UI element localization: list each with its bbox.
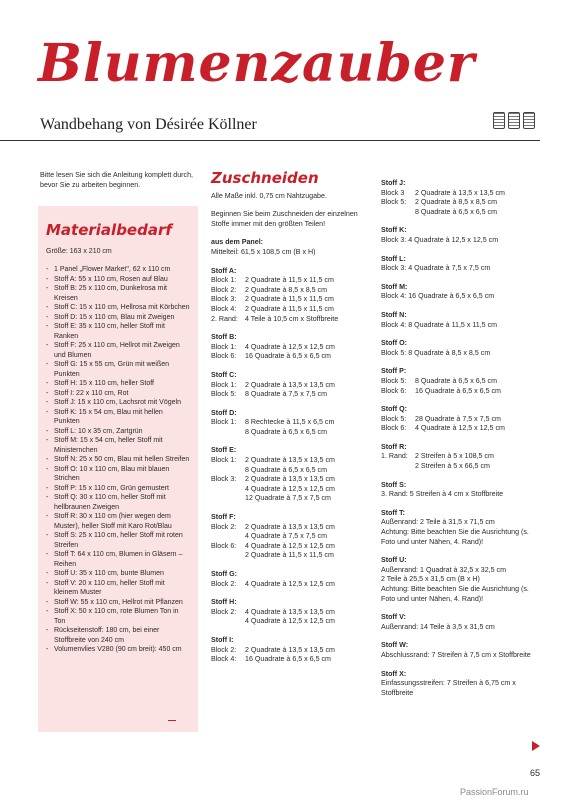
cut-row [211,580,371,590]
fabric-title: Stoff U: [381,556,407,565]
cut-row: Außenrand: 2 Teile à 31,5 x 71,5 cm [381,518,495,527]
cut-value: 2 Quadrate à 13,5 x 13,5 cm [245,380,335,389]
cut-row [211,456,371,466]
fabric-section [211,636,371,665]
cut-row [211,276,371,286]
fabric-section [381,613,541,632]
cut-row [381,424,541,434]
cut-row: Block 3: 4 Quadrate à 12,5 x 12,5 cm [381,235,499,244]
fabric-title: Stoff H: [211,598,237,607]
spools-icon [493,112,535,129]
spool-icon [493,112,505,129]
fabric-title: Stoff I: [211,635,234,644]
fabric-section [211,409,371,438]
cut-row: Abschlussrand: 7 Streifen à 7,5 cm x Stoffbreite [381,650,531,659]
material-item: - Stoff V: 20 x 110 cm, heller Stoff mit kleinem Muster [46,579,190,598]
material-item: - Stoff P: 15 x 110 cm, Grün gemustert [46,484,190,494]
fabric-section [381,179,541,217]
cut-row [381,198,541,208]
cut-value: 2 Quadrate à 13,5 x 13,5 cm [245,645,335,654]
cut-row [211,305,371,315]
fabric-title: Stoff D: [211,408,237,417]
cut-row: 3. Rand: 5 Streifen à 4 cm x Stoffbreite [381,490,504,499]
material-item: - Stoff Q: 30 x 110 cm, heller Stoff mit hellbraunen Zweigen [46,493,190,512]
fabric-title: Stoff X: [381,669,407,678]
materials-box [38,206,198,732]
cut-value: 2 Streifen à 5 x 108,5 cm [415,452,494,461]
allowance-text: Alle Maße inkl. 0,75 cm Nahtzugabe. [211,191,327,200]
cut-row: Block 3: 4 Quadrate à 7,5 x 7,5 cm [381,264,491,273]
cut-value: 8 Rechtecke à 11,5 x 6,5 cm [245,418,335,427]
cut-label: Block 5: [381,198,407,207]
material-item: - Stoff G: 15 x 55 cm, Grün mit weißen Punkten [46,360,190,379]
cut-row [211,381,371,391]
cut-label: Block 2: [211,607,237,616]
cut-value: 8 Quadrate à 7,5 x 7,5 cm [245,390,328,399]
page-subtitle: Wandbehang von Désirée Köllner [40,116,257,133]
fabric-title: Stoff C: [211,370,237,379]
cut-label: Block 6: [381,424,407,433]
cut-row [211,646,371,656]
cutting-list-a [211,267,371,665]
page-title: Blumenzauber [38,33,476,94]
cut-row [381,415,541,425]
materials-size: Größe: 163 x 210 cm [46,247,112,255]
fabric-title: Stoff T: [381,508,406,517]
cut-label: 2. Rand: [211,314,238,323]
intro-column [40,171,200,190]
fabric-section [381,226,541,245]
cut-row: 4 Quadrate à 12,5 x 12,5 cm [245,617,335,626]
cut-value: 2 Quadrate à 13,5 x 13,5 cm [415,188,505,197]
cut-value: 2 Quadrate à 13,5 x 13,5 cm [245,456,335,465]
material-item: - Stoff U: 35 x 110 cm, bunte Blumen [46,569,190,579]
material-item: - Stoff C: 15 x 110 cm, Hellrosa mit Körbchen [46,303,190,313]
cut-row [211,343,371,353]
fabric-section [381,311,541,330]
fabric-section [211,513,371,561]
cut-value: 2 Quadrate à 11,5 x 11,5 cm [245,295,334,304]
fabric-section [381,670,541,699]
fabric-title: Stoff N: [381,310,407,319]
fabric-section [381,283,541,302]
cut-row: 12 Quadrate à 7,5 x 7,5 cm [245,494,331,503]
cut-label: Block 1: [211,276,237,285]
cut-value: 4 Quadrate à 13,5 x 13,5 cm [245,607,335,616]
panel-title: aus dem Panel: [211,238,264,247]
fabric-section [381,641,541,660]
cut-row [211,523,371,533]
cut-label: 1. Rand: [381,452,408,461]
cut-label: Block 2: [211,645,237,654]
fabric-section [381,339,541,358]
fabric-title: Stoff M: [381,282,408,291]
cut-row: 4 Quadrate à 7,5 x 7,5 cm [245,532,328,541]
material-item: - Stoff T: 64 x 110 cm, Blumen in Gläsern – Reihen [46,550,190,569]
material-item: - Stoff B: 25 x 110 cm, Dunkelrosa mit Kreisen [46,284,190,303]
cut-row [211,352,371,362]
cut-row [211,542,371,552]
fabric-title: Stoff L: [381,254,406,263]
fabric-title: Stoff P: [381,367,407,376]
cut-row [211,655,371,665]
fabric-section [211,570,371,589]
intro-text: Bitte lesen Sie sich die Anleitung komplett durch, bevor Sie zu arbeiten beginnen. [40,171,193,189]
cut-row: Block 4: 16 Quadrate à 6,5 x 6,5 cm [381,292,495,301]
cutting-column-2 [381,170,541,698]
fabric-title: Stoff K: [381,226,407,235]
advice-text: Beginnen Sie beim Zuschneiden der einzelnen Stoffe immer mit den größten Teilen! [211,210,358,228]
material-item: - Stoff M: 15 x 54 cm, heller Stoff mit Ministernchen [46,436,190,455]
cut-row: Außenrand: 14 Teile à 3,5 x 31,5 cm [381,622,495,631]
fabric-title: Stoff R: [381,442,407,451]
material-item: - Rückseitenstoff: 180 cm, bei einer Stoffbreite von 240 cm [46,626,190,645]
cut-row [211,315,371,325]
material-item: - Stoff D: 15 x 110 cm, Blau mit Zweigen [46,313,190,323]
squiggle-icon [168,715,176,721]
cut-value: 16 Quadrate à 6,5 x 6,5 cm [415,386,501,395]
material-item: - Stoff X: 50 x 110 cm, rote Blumen Ton in Ton [46,607,190,626]
cut-value: 2 Quadrate à 8,5 x 8,5 cm [245,285,328,294]
cut-label: Block 3 [381,188,405,197]
cut-value: 2 Quadrate à 8,5 x 8,5 cm [415,198,498,207]
materials-heading: Materialbedarf [46,221,172,239]
fabric-title: Stoff E: [211,446,237,455]
material-item: - Stoff E: 35 x 110 cm, heller Stoff mit Ranken [46,322,190,341]
fabric-section [211,598,371,627]
cut-label: Block 1: [211,456,237,465]
cut-row: Achtung: Bitte beachten Sie die Ausrichtung (s. Foto und unter Nähen, 4. Rand)! [381,528,529,546]
cut-row [211,295,371,305]
cut-value: 4 Teile à 10,5 cm x Stoffbreite [245,314,339,323]
fabric-title: Stoff G: [211,570,238,578]
cut-value: 16 Quadrate à 6,5 x 6,5 cm [245,655,331,664]
material-item: - Stoff W: 55 x 110 cm, Hellrot mit Pflanzen [46,598,190,608]
fabric-title: Stoff F: [211,513,236,522]
cut-row [211,286,371,296]
cut-value: 2 Quadrate à 11,5 x 11,5 cm [245,276,334,285]
header-divider [0,140,540,141]
cut-row: 8 Quadrate à 6,5 x 6,5 cm [245,427,328,436]
material-item: - Stoff L: 10 x 35 cm, Zartgrün [46,427,190,437]
material-item: - Stoff F: 25 x 110 cm, Hellrot mit Zweigen und Blumen [46,341,190,360]
cut-label: Block 1: [211,380,237,389]
material-item: - Stoff O: 10 x 110 cm, Blau mit blauen Strichen [46,465,190,484]
cut-value: 4 Quadrate à 12,5 x 12,5 cm [245,342,335,351]
material-item: - Stoff H: 15 x 110 cm, heller Stoff [46,379,190,389]
cut-row: Achtung: Bitte beachten Sie die Ausrichtung (s. Foto und unter Nähen, 4. Rand)! [381,585,529,603]
fabric-section [381,509,541,547]
cut-row: 2 Teile à 25,5 x 31,5 cm (B x H) [381,575,480,584]
cut-label: Block 5: [211,390,237,399]
material-item: - 1 Panel „Flower Market", 62 x 110 cm [46,265,190,275]
cut-label: Block 1: [211,418,237,427]
material-item: - Stoff R: 30 x 110 cm (hier wegen dem Muster), heller Stoff mit Karo Rot/Blau [46,512,190,531]
cut-label: Block 3: [211,475,237,484]
cut-row: Block 5: 8 Quadrate à 8,5 x 8,5 cm [381,348,491,357]
fabric-section [381,405,541,434]
cutting-heading: Zuschneiden [211,169,319,187]
cutting-column [211,169,371,665]
cut-row: 4 Quadrate à 12,5 x 12,5 cm [245,484,335,493]
fabric-section [381,481,541,500]
cut-label: Block 6: [211,352,237,361]
cut-label: Block 5: [381,414,407,423]
cut-label: Block 4: [211,655,237,664]
fabric-title: Stoff B: [211,333,237,342]
cut-row [211,608,371,618]
fabric-section [381,443,541,472]
cut-row: Außenrand: 1 Quadrat à 32,5 x 32,5 cm [381,565,507,574]
cut-label: Block 6: [381,386,407,395]
next-page-arrow-icon [532,741,540,751]
fabric-title: Stoff V: [381,613,406,622]
cut-row [211,390,371,400]
cut-row [381,452,541,462]
material-item: - Stoff S: 25 x 110 cm, heller Stoff mit roten Streifen [46,531,190,550]
cut-row [211,475,371,485]
fabric-section [211,371,371,400]
page-number: 65 [530,768,541,778]
cut-row: Block 4: 8 Quadrate à 11,5 x 11,5 cm [381,320,498,329]
material-item: - Stoff A: 55 x 110 cm, Rosen auf Blau [46,275,190,285]
fabric-section [381,556,541,604]
cut-value: 16 Quadrate à 6,5 x 6,5 cm [245,352,331,361]
cut-value: 4 Quadrate à 12,5 x 12,5 cm [415,424,505,433]
cut-row [211,418,371,428]
fabric-title: Stoff S: [381,480,407,489]
fabric-title: Stoff W: [381,641,409,650]
spool-icon [523,112,535,129]
cut-label: Block 2: [211,285,237,294]
cut-row: 2 Quadrate à 11,5 x 11,5 cm [245,551,334,560]
cut-row: 2 Streifen à 5 x 66,5 cm [415,462,490,471]
fabric-title: Stoff A: [211,266,237,275]
watermark: PassionForum.ru [460,787,529,797]
spool-icon [508,112,520,129]
cut-row: 8 Quadrate à 6,5 x 6,5 cm [415,207,498,216]
cutting-list-b [381,179,541,698]
cut-value: 28 Quadrate à 7,5 x 7,5 cm [415,414,501,423]
materials-list [46,265,190,655]
cut-row [381,377,541,387]
cut-row [381,387,541,397]
fabric-title: Stoff O: [381,339,408,348]
cut-label: Block 3: [211,295,237,304]
cut-value: 4 Quadrate à 12,5 x 12,5 cm [245,579,335,588]
cut-row: Einfassungsstreifen: 7 Streifen à 6,75 cm x Stoffbreite [381,679,516,697]
material-item: - Stoff N: 25 x 50 cm, Blau mit hellen Streifen [46,455,190,465]
cut-label: Block 1: [211,342,237,351]
fabric-title: Stoff Q: [381,405,408,414]
cut-value: 2 Quadrate à 13,5 x 13,5 cm [245,475,335,484]
cut-label: Block 5: [381,376,407,385]
cut-value: 2 Quadrate à 11,5 x 11,5 cm [245,304,334,313]
cut-value: 4 Quadrate à 12,5 x 12,5 cm [245,541,335,550]
fabric-section [381,367,541,396]
material-item: - Stoff J: 15 x 110 cm, Lachsrot mit Vögeln [46,398,190,408]
cut-label: Block 6: [211,541,237,550]
panel-text: Mittelteil: 61,5 x 108,5 cm (B x H) [211,247,316,256]
fabric-title: Stoff J: [381,179,406,187]
cut-label: Block 2: [211,579,237,588]
cut-value: 2 Quadrate à 13,5 x 13,5 cm [245,522,335,531]
cut-row: 8 Quadrate à 6,5 x 6,5 cm [245,465,328,474]
fabric-section [211,267,371,325]
fabric-section [211,333,371,362]
fabric-section [211,446,371,504]
material-item: - Stoff K: 15 x 54 cm, Blau mit hellen Punkten [46,408,190,427]
cut-row [381,189,541,199]
cut-label: Block 2: [211,522,237,531]
material-item: - Volumenvlies V280 (90 cm breit): 450 cm [46,645,190,655]
material-item: - Stoff I: 22 x 110 cm, Rot [46,389,190,399]
cut-label: Block 4: [211,304,237,313]
fabric-section [381,255,541,274]
cut-value: 8 Quadrate à 6,5 x 6,5 cm [415,376,498,385]
